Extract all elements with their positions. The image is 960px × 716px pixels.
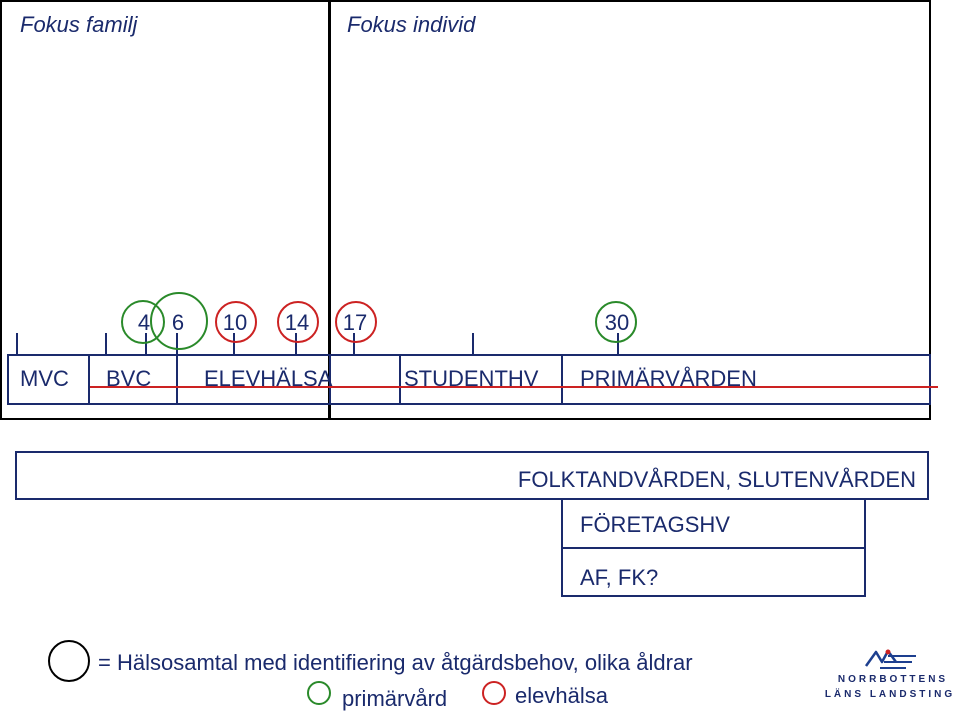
stage-mvc: MVC xyxy=(20,366,69,391)
logo-mountain-icon xyxy=(866,650,916,669)
fokus-familj-label: Fokus familj xyxy=(20,12,138,37)
legend-red-label: elevhälsa xyxy=(515,683,608,708)
age-10-label: 10 xyxy=(222,310,248,335)
af-fk-label: AF, FK? xyxy=(580,565,659,590)
legend-green-circle xyxy=(308,682,330,704)
fokus-familj-frame xyxy=(1,1,329,419)
legend-red-circle xyxy=(483,682,505,704)
age-6-label: 6 xyxy=(171,310,185,335)
age-14-label: 14 xyxy=(284,310,310,335)
legend-main-text: = Hälsosamtal med identifiering av åtgärdsbehov, olika åldrar xyxy=(98,650,693,675)
logo-line1: NORRBOTTENS xyxy=(837,674,949,685)
stage-elevhalsa: ELEVHÄLSA xyxy=(204,366,333,391)
age-4-label: 4 xyxy=(137,310,151,335)
age-30-label: 30 xyxy=(604,310,630,335)
legend-green-label: primärvård xyxy=(342,686,448,711)
folktandvarden-label: FOLKTANDVÅRDEN, SLUTENVÅRDEN xyxy=(517,467,916,492)
fokus-individ-frame xyxy=(330,1,930,419)
age-17-label: 17 xyxy=(342,310,368,335)
fokus-individ-label: Fokus individ xyxy=(347,12,476,37)
stage-bvc: BVC xyxy=(106,366,152,391)
foretagshv-label: FÖRETAGSHV xyxy=(580,512,730,537)
stage-primarvarden: PRIMÄRVÅRDEN xyxy=(580,366,757,391)
logo-line2: LÄNS LANDSTING xyxy=(824,689,956,700)
stage-studenthv: STUDENTHV xyxy=(404,366,539,391)
norrbottens-logo xyxy=(825,650,955,701)
legend-black-circle xyxy=(49,641,89,681)
